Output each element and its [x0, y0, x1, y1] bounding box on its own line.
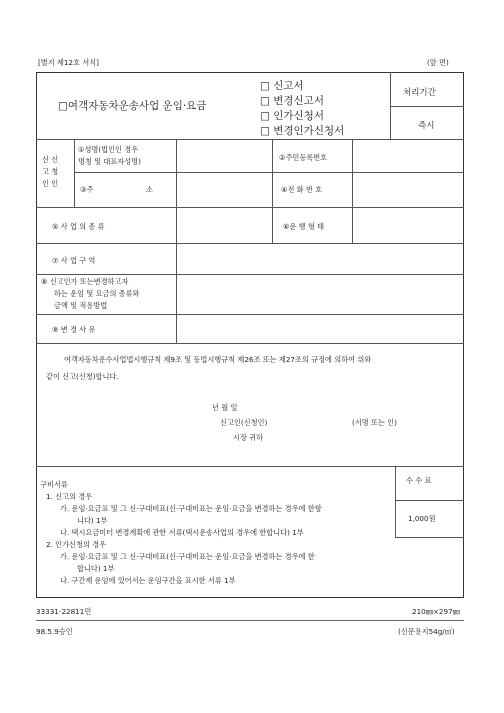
divider: [352, 207, 353, 243]
divider: [36, 243, 464, 244]
fare-label: 금액 및 적용방법: [54, 301, 108, 310]
divider: [36, 207, 464, 208]
divider: [36, 274, 464, 275]
divider: [390, 106, 464, 107]
divider: [74, 172, 464, 173]
divider: [272, 207, 273, 243]
document-item: 합니다) 1부: [77, 564, 115, 573]
divider: [176, 207, 177, 343]
divider: [395, 466, 396, 537]
applicant-sign-label: 신고인(신청인): [220, 418, 268, 427]
applicant-side-label: 인 인: [42, 179, 59, 188]
recipient-label: 시장 귀하: [233, 433, 264, 442]
form-code: 33331-22811민: [36, 607, 92, 616]
divider: [352, 139, 353, 207]
form-title: □여객자동차운송사업 운임·요금: [58, 100, 207, 112]
option-change-report[interactable]: □ 변경신고서: [260, 95, 324, 107]
document-item: 가. 운임·요금표 및 그 신·구대비표(신·구대비표는 운임·요금을 변경하는 경우에 한: [60, 552, 315, 561]
divider: [272, 139, 273, 207]
phone-label: ④전 화 번 호: [281, 185, 323, 194]
divider: [395, 500, 464, 501]
divider: [176, 139, 177, 207]
documents-title: 구비서류: [40, 480, 68, 489]
document-item: 1. 신고의 경우: [46, 492, 93, 501]
statement-text: 여객자동차운수사업법시행규칙 제9조 및 동법시행규칙 제26조 또는 제27조의 규정에 의하여 위와: [64, 355, 372, 364]
document-item: 가. 운임·요금표 및 그 신·구대비표(신·구대비표는 운임·요금을 변경하는 경우에 한함: [60, 504, 322, 513]
document-item: 2. 인가신청의 경우: [46, 540, 107, 549]
option-approval[interactable]: □ 인가신청서: [260, 110, 324, 122]
address-label: ③주: [80, 185, 94, 194]
operation-form-label: ⑥운 행 형 태: [283, 222, 325, 231]
reason-label: ⑨ 변 경 사 유: [52, 325, 96, 334]
approval-date: 98.5.9승인: [36, 627, 73, 636]
business-type-label: ⑤ 사 업 의 종 류: [52, 222, 105, 231]
document-item: 나. 택시요금미터 변경계획에 관한 서류(택시운송사업의 경우에 한합니다) 1부: [60, 528, 304, 537]
divider: [36, 343, 464, 344]
name-label: ①성명(법인인 경우: [78, 145, 139, 154]
option-change-approval[interactable]: □ 변경인가신청서: [260, 125, 345, 137]
business-area-label: ⑦ 사 업 구 역: [52, 256, 96, 265]
date-line: 년 월 일: [212, 403, 238, 412]
form-number: [별지 제12호 서식]: [38, 58, 99, 67]
divider: [74, 139, 75, 207]
id-number-label: ②주민등록번호: [279, 153, 328, 162]
divider: [36, 139, 464, 140]
footer-divider: [36, 620, 464, 621]
sign-label: (서명 또는 인): [352, 418, 397, 427]
fee-label: 수 수 료: [406, 476, 432, 485]
page-side-label: (앞 면): [427, 58, 449, 67]
name-label: 명칭 및 대표자성명): [78, 157, 141, 166]
processing-value: 즉시: [418, 121, 435, 131]
paper-type: (신문용지54g/㎡): [398, 627, 455, 636]
processing-label: 처리기간: [403, 88, 436, 98]
divider: [36, 466, 464, 467]
fare-label: 하는 운임 및 요금의 종류와: [54, 289, 140, 298]
divider: [395, 537, 464, 538]
applicant-side-label: 고 청: [42, 167, 59, 176]
document-item: 나. 구간제 운임에 있어서는 운임구간을 표시한 서류 1부: [60, 576, 236, 585]
paper-size: 210㎜×297㎜: [412, 607, 460, 616]
statement-text: 같이 신고(신청)합니다.: [46, 372, 119, 381]
divider: [36, 314, 464, 315]
fee-value: 1,000원: [408, 514, 436, 523]
address-label: 소: [146, 185, 153, 194]
document-item: 니다) 1부: [77, 516, 108, 525]
option-report[interactable]: □ 신고서: [260, 80, 304, 92]
applicant-side-label: 신 신: [42, 155, 59, 164]
fare-label: ⑧ 신고인가 또는변경하고자: [41, 277, 129, 286]
